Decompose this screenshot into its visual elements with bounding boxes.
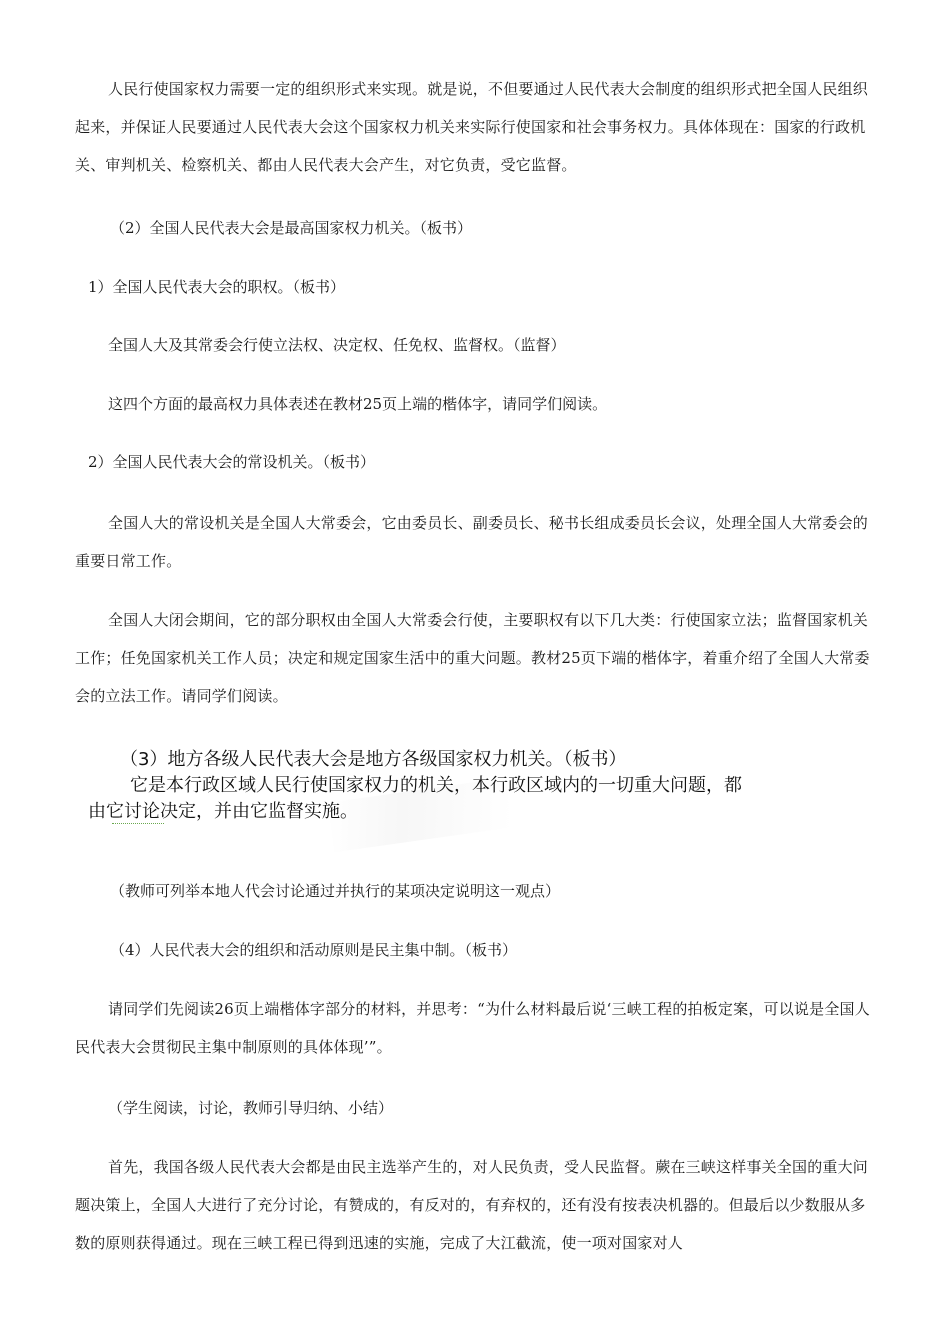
paragraph-first-point: 首先，我国各级人民代表大会都是由民主选举产生的，对人民负责，受人民监督。蕨在三峡这样事关全国的重大问题决策上，全国人大进行了充分讨论，有赞成的，有反对的，有弃权的，还有没有按表决机器的。但最后以少数服从多数的原则获得通过。现在三峡工程已得到迅速的实施，完成了大江截流，使一项对国家对人 (75, 1158, 869, 1252)
paragraph-four-powers: 全国人大及其常委会行使立法权、决定权、任免权、监督权。（监督） (108, 336, 566, 354)
paragraph-standing-committee: 全国人大的常设机关是全国人大常委会，它由委员长、副委员长、秘书长组成委员长会议，处理全国人大常委会的重要日常工作。 (75, 514, 869, 570)
spellcheck-underline (112, 820, 164, 824)
heading-npc-highest-organ: （2）全国人民代表大会是最高国家权力机关。（板书） (110, 219, 473, 237)
boxed-line-1: 它是本行政区域人民行使国家权力的机关，本行政区域内的一切重大问题，都 (130, 775, 742, 796)
paragraph-recess-powers: 全国人大闭会期间，它的部分职权由全国人大常委会行使，主要职权有以下几大类：行使国家立法；监督国家机关工作；任免国家机关工作人员；决定和规定国家生活中的重大问题。教材25页下端的楷体字，着重介绍了全国人大常委会的立法工作。请同学们阅读。 (75, 611, 870, 705)
heading-npc-powers: 1）全国人民代表大会的职权。（板书） (88, 278, 346, 296)
paragraph-teacher-note: （教师可列举本地人代会讨论通过并执行的某项决定说明这一观点） (110, 882, 561, 900)
heading-standing-committee: 2）全国人民代表大会的常设机关。（板书） (88, 453, 376, 471)
boxed-line-2: 由它讨论决定，并由它监督实施。 (88, 801, 358, 822)
heading-democratic-centralism: （4）人民代表大会的组织和活动原则是民主集中制。（板书） (110, 941, 518, 959)
paragraph-three-gorges-question: 请同学们先阅读26页上端楷体字部分的材料，并思考：“为什么材料最后说‘三峡工程的拍板定案，可以说是全国人民代表大会贯彻民主集中制原则的具体体现’”。 (75, 1000, 870, 1056)
boxed-title: （3）地方各级人民代表大会是地方各级国家权力机关。（板书） (120, 749, 627, 770)
paragraph-student-activity: （学生阅读，讨论，教师引导归纳、小结） (108, 1099, 394, 1117)
paragraph-people-exercise-power: 人民行使国家权力需要一定的组织形式来实现。就是说，不但要通过人民代表大会制度的组织形式把全国人民组织起来，并保证人民要通过人民代表大会这个国家权力机关来实际行使国家和社会事务权力。具体体现在：国家的行政机关、审判机关、检察机关、都由人民代表大会产生，对它负责，受它监督。 (75, 80, 869, 174)
paragraph-textbook-reference: 这四个方面的最高权力具体表述在教材25页上端的楷体字，请同学们阅读。 (108, 395, 608, 413)
